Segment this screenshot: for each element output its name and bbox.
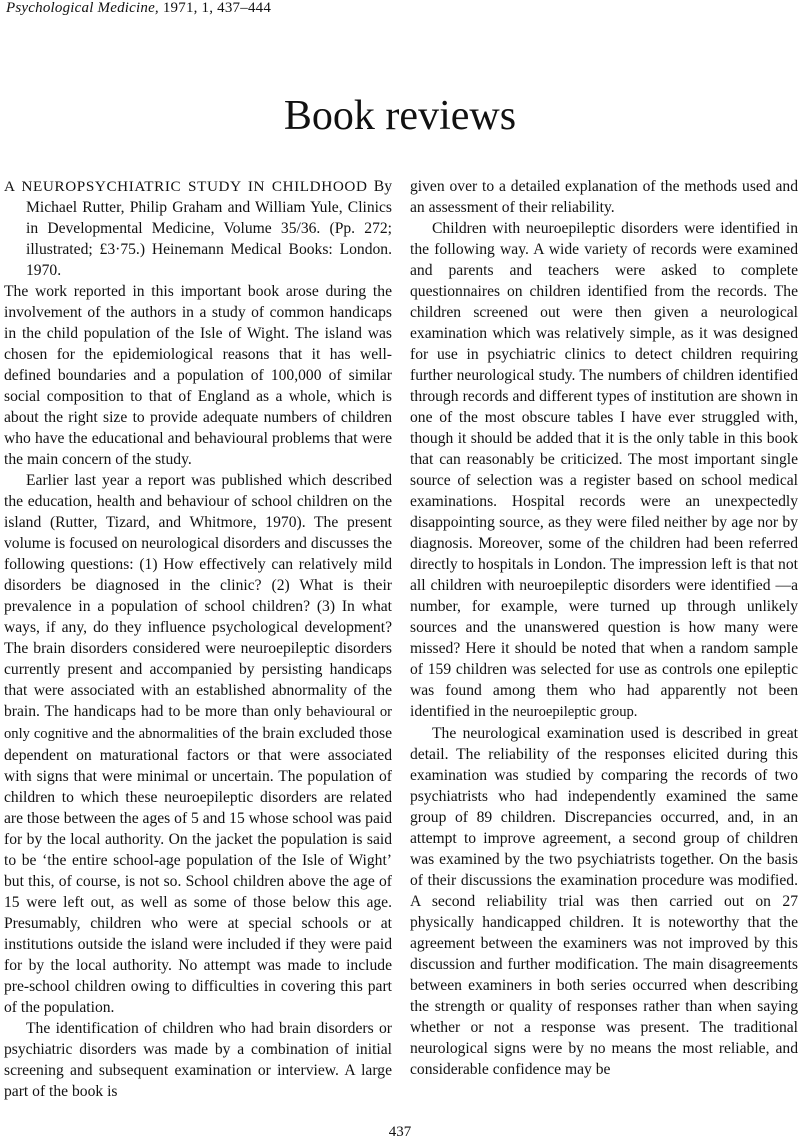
left-paragraph-2 (4, 470, 392, 1018)
running-head (6, 0, 271, 17)
left-paragraph-2b: behavioural or only cognitive and the abnormalities (4, 704, 392, 742)
left-paragraph-3: The identification of children who had brain disorders or psychiatric disorders was made by a combination of initial screening and subsequent examination or interview. A large part of the book is (4, 1020, 392, 1100)
right-paragraph-1: given over to a detailed explanation of the methods used and an assessment of their reliability. (410, 178, 798, 216)
page-number: 437 (388, 1124, 412, 1140)
right-paragraph-2b: neuroepileptic group. (512, 704, 638, 720)
journal-name: Psychological Medicine, (6, 0, 159, 16)
right-paragraph-2 (410, 218, 798, 723)
left-column (4, 176, 392, 1102)
journal-details: 1971, 1, 437–444 (162, 0, 272, 16)
left-paragraph-1: The work reported in this important book arose during the involvement of the authors in a study of common handicaps in the child population of the Isle of Wight. The island was chosen for the epidemiological reasons that it has well-defined boundaries and a population of 100,000 of similar social composition to that of England as a whole, which is about the right size to provide adequate numbers of children who have the educational and behavioural problems that were the main concern of the study. (4, 283, 392, 468)
review-byline: By Michael Rutter, Philip Graham and William Yule, Clinics in Developmental Medicine, Volume 35/36. (Pp. 272; illustrated; £3·75.) Heinemann Medical Books: London. 1970. (26, 178, 392, 279)
left-paragraph-2c: of the brain excluded those dependent on maturational factors or that were associated with signs that were minimal or uncertain. The population of children to which these neuroepileptic disorders are related are those between the ages of 5 and 15 whose school was paid for by the local authority. On the jacket the population is said to be ‘the entire school-age population of the Isle of Wight’ but this, of course, is not so. School children above the age of 15 were left out, as well as some of those below this age. Presumably, children who were at special schools or at institutions outside the island were included if they were paid for by the local authority. No attempt was made to include pre-school children owing to difficulties in covering this part of the population. (4, 725, 392, 1016)
right-paragraph-3: The neurological examination used is described in great detail. The reliability of the responses elicited during this examination was studied by comparing the records of two psychiatrists who had independently examined the same group of 89 children. Discrepancies occurred, and, in an attempt to improve agreement, a second group of children was examined by the two psychiatrists together. On the basis of their discussions the examination procedure was modified. A second reliability trial was then carried out on 27 physically handicapped children. It is noteworthy that the agreement between the examiners was not improved by this discussion and further modification. The main disagreements between examiners in both series occurred when describing the strength or quality of responses rather than when saying whether or not a response was present. The traditional neurological signs were by no means the most reliable, and considerable confidence may be (410, 725, 798, 1078)
right-column (410, 176, 798, 1080)
right-paragraph-2a: Children with neuroepileptic disorders were identified in the following way. A wide variety of records were examined and parents and teachers were asked to complete questionnaires on children identified from the records. The children screened out were then given a neurological examination which was relatively simple, as it was designed for use in psychiatric clinics to detect children requiring further neurological study. The numbers of children identified through records and different types of institution are shown in one of the most obscure tables I have ever struggled with, though it should be added that it is the only table in this book that can reasonably be criticized. The most important single source of selection was a register based on school medical examinations. Hospital records were an unexpectedly disappointing source, as they were filed neither by age nor by diagnosis. Moreover, some of the children had been referred directly to hospitals in London. The impression left is that not all children with neuroepileptic disorders were identified —a number, for example, were turned up through unlikely sources and the unanswered question is how many were missed? Here it should be noted that when a random sample of 159 children was selected for use as controls one epileptic was found among them who had apparently not been identified in the (410, 220, 798, 720)
left-paragraph-2a: Earlier last year a report was published which described the education, health and behaviour of school children on the island (Rutter, Tizard, and Whitmore, 1970). The present volume is focused on neurological disorders and discusses the following questions: (1) How effectively can relatively mild disorders be diagnosed in the clinic? (2) What is their prevalence in a population of school children? (3) In what ways, if any, do they influence psychological development? The brain disorders considered were neuroepileptic disorders currently present and accompanied by persisting handicaps that were associated with an established abnormality of the brain. The handicaps had to be more than only (4, 472, 392, 720)
page-title: Book reviews (283, 93, 517, 139)
review-book-title: A NEUROPSYCHIATRIC STUDY IN CHILDHOOD (4, 178, 368, 195)
review-book-header (4, 176, 392, 281)
